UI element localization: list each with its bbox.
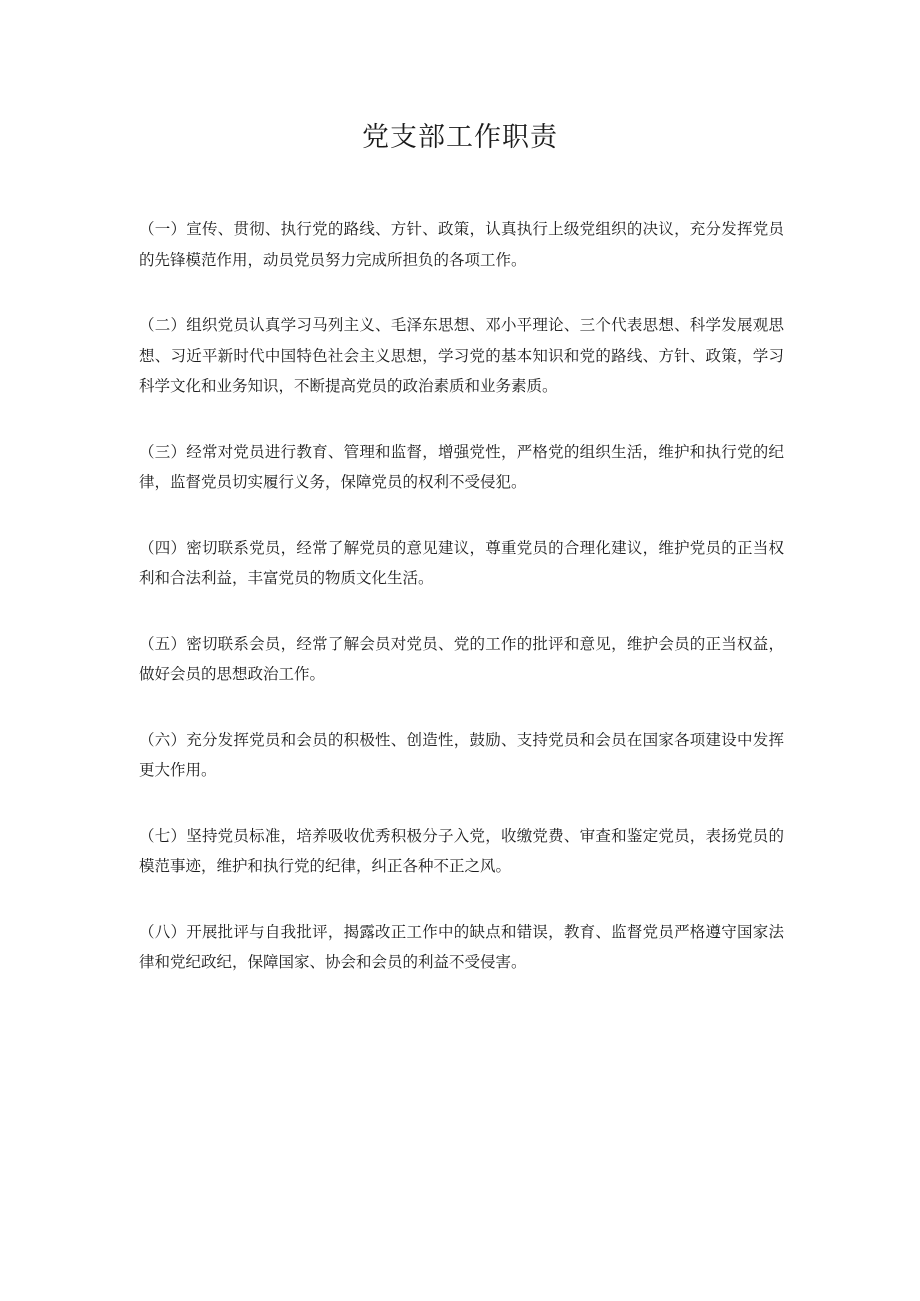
duty-item-5: （五）密切联系会员，经常了解会员对党员、党的工作的批评和意见，维护会员的正当权益，做好会员的思想政治工作。 (139, 634, 784, 683)
duty-item-7: （七）坚持党员标准，培养吸收优秀积极分子入党，收缴党费、审查和鉴定党员，表扬党员的模范事迹，维护和执行党的纪律，纠正各种不正之风。 (139, 826, 784, 875)
duty-list (139, 214, 784, 1013)
duty-item-3: （三）经常对党员进行教育、管理和监督，增强党性，严格党的组织生活，维护和执行党的纪律，监督党员切实履行义务，保障党员的权利不受侵犯。 (139, 442, 784, 491)
duty-item-1: （一）宣传、贯彻、执行党的路线、方针、政策，认真执行上级党组织的决议，充分发挥党员的先锋模范作用，动员党员努力完成所担负的各项工作。 (139, 220, 784, 269)
document-title: 党支部工作职责 (362, 122, 558, 153)
duty-item-4: （四）密切联系党员，经常了解党员的意见建议，尊重党员的合理化建议，维护党员的正当权利和合法利益，丰富党员的物质文化生活。 (139, 538, 784, 587)
duty-item-2: （二）组织党员认真学习马列主义、毛泽东思想、邓小平理论、三个代表思想、科学发展观思想、习近平新时代中国特色社会主义思想，学习党的基本知识和党的路线、方针、政策，学习科学文化和业务知识，不断提高党员的政治素质和业务素质。 (139, 316, 784, 395)
duty-item-8: （八）开展批评与自我批评，揭露改正工作中的缺点和错误，教育、监督党员严格遵守国家法律和党纪政纪，保障国家、协会和会员的利益不受侵害。 (139, 922, 784, 971)
duty-item-6: （六）充分发挥党员和会员的积极性、创造性，鼓励、支持党员和会员在国家各项建设中发挥更大作用。 (139, 730, 784, 779)
